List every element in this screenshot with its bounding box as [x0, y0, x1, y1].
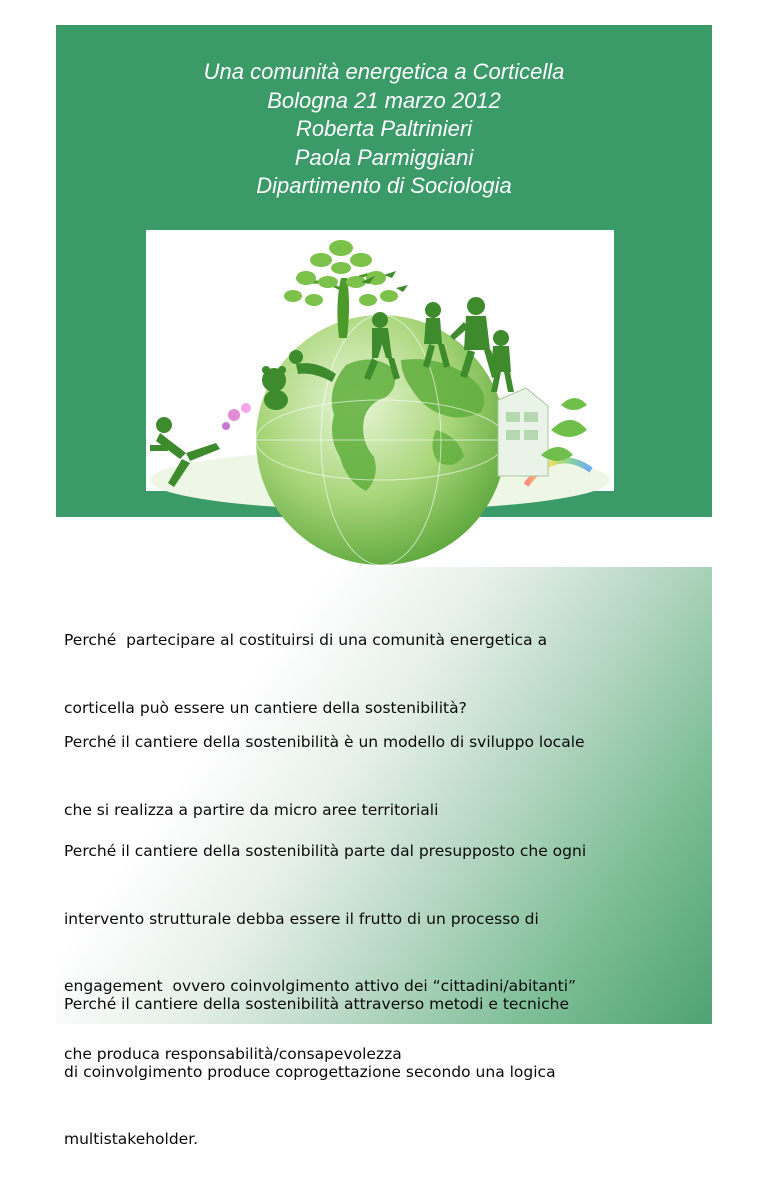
globe-illustration [146, 230, 614, 491]
paragraph-3-line-1: Perché il cantiere della sostenibilità parte dal presupposto che ogni [64, 842, 587, 860]
paragraph-4-line-1: Perché il cantiere della sostenibilità attraverso metodi e tecniche [64, 995, 569, 1013]
paragraph-3-line-4: che produca responsabilità/consapevolezza [64, 1044, 402, 1063]
content-slide [56, 567, 712, 1148]
title-line-date: Bologna 21 marzo 2012 [267, 87, 501, 113]
paragraph-3-line-2: intervento strutturale debba essere il frutto di un processo di [64, 909, 539, 928]
paragraph-4-line-3: multistakeholder. [64, 1130, 199, 1148]
paragraph-3-line-3: engagement ovvero coinvolgimento attivo dei “cittadini/abitanti” [64, 977, 577, 995]
title-line-author-2: Paola Parmiggiani [294, 144, 474, 170]
paragraph-1-line-1: Perché partecipare al costituirsi di una comunità energetica a [64, 631, 548, 649]
globe-with-tree-and-children-icon [146, 230, 614, 491]
title-line-event: Una comunità energetica a Corticella [203, 59, 565, 84]
paragraph-2-line-2: che si realizza a partire da micro aree territoriali [64, 800, 439, 819]
title-slide [56, 25, 712, 517]
paragraph-4-line-2: di coinvolgimento produce coprogettazione secondo una logica [64, 1062, 556, 1081]
title-line-author-1: Roberta Paltrinieri [295, 116, 473, 142]
title-block [56, 58, 712, 201]
paragraph-2-line-1: Perché il cantiere della sostenibilità è un modello di sviluppo locale [64, 733, 585, 751]
paragraph-1-line-2: corticella può essere un cantiere della sostenibilità? [64, 698, 467, 717]
title-line-department: Dipartimento di Sociologia [256, 173, 512, 199]
paragraph-4 [64, 948, 704, 1196]
